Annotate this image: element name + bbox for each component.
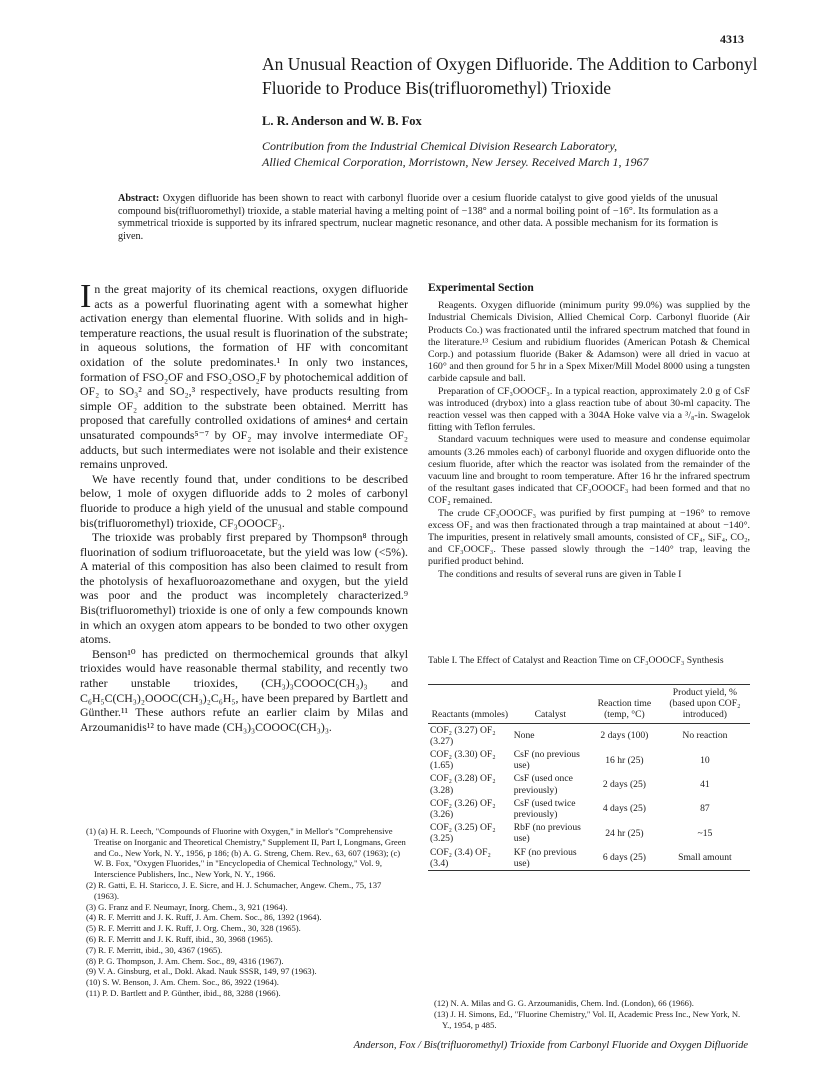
cell-yield: 41 [700,779,710,791]
experimental-paragraph-5: The conditions and results of several runs are given in Table I [438,568,682,580]
running-footer: Anderson, Fox / Bis(trifluoromethyl) Trioxide from Carbonyl Fluoride and Oxygen Difluoride [353,1040,748,1051]
footnote: (8) P. G. Thompson, J. Am. Chem. Soc., 89, 4316 (1967). [86,955,284,966]
introduction-column [80,278,408,734]
experimental-paragraph-1: Reagents. Oxygen difluoride (minimum purity 99.0%) was supplied by the Industrial Chemicals Division, Allied Chemical Corp. Carbonyl fluoride (Air Products Co.) was fractionated until the infrared spectrum matched that found in the literature.¹³ Cesium and rubidium fluorides (American Potash & Chemical Corp.) and potassium fluoride (Baker & Adamson) were all dried in vacuo at 160° and then ground for 5 hr in a Spex Mixer/Mill Model 8000 using a tungsten carbide capsule and ball. [428,300,750,385]
authors: L. R. Anderson and W. B. Fox [262,114,422,128]
affiliation [262,138,782,170]
experimental-paragraph-4: The crude CF₃OOOCF₃ was purified by first pumping at −196° to remove excess OF₂ and was then fractionated through a trap maintained at about −140°. The impurities, present in relatively small amounts, consisted of CF₄, SiF₄, CO₂, and CF₃OOCF₃. These passed slowly through the −140° trap, leaving the purified product behind. [428,507,750,568]
cell-yield: No reaction [682,730,728,742]
footnote: (12) N. A. Milas and G. G. Arzoumanidis, Chem. Ind. (London), 66 (1966). [434,998,694,1008]
footnote: (1) (a) H. R. Leech, "Compounds of Fluorine with Oxygen," in Mellor's "Comprehensive Treatise on Inorganic and Theoretical Chemistry," Supplement II, Part I, Longmans, Green and Co., New York, N. Y., 1956, p 186; (b) A. G. Streng, Chem. Rev., 63, 607 (1963); (c) W. B. Fox, "Oxygen Fluorides," in "Encyclopedia of Chemical Technology," Vol. 9, Interscience Publishers, Inc., New York, N. Y., 1966. [86,826,406,880]
page-number: 4313 [720,32,744,46]
abstract [118,193,718,243]
article-title: An Unusual Reaction of Oxygen Difluoride. The Addition to Carbonyl Fluoride to Produce Bis(trifluoromethyl) Trioxide [262,54,758,98]
cell-yield: Small amount [660,846,750,871]
cell-time: 6 days (25) [589,846,660,871]
drop-cap: I [80,278,92,315]
footnote: (10) S. W. Benson, J. Am. Chem. Soc., 86, 3922 (1964). [86,977,279,988]
abstract-text: Oxygen difluoride has been shown to react with carbonyl fluoride over a cesium fluoride catalyst to give good yields of the unusual compound bis(trifluoromethyl) trioxide, a stable material having a melting point of −138° and a normal boiling point of −16°. Its formulation as a symmetrical trioxide is supported by its infrared spectrum, nuclear magnetic resonance, and other data. A possible mechanism for its formation is given. [118,193,718,242]
table-caption: Table I. The Effect of Catalyst and Reaction Time on CF₃OOOCF₃ Synthesis [428,655,724,666]
cell-yield: ~15 [697,827,713,839]
table-header-reactants: Reactants (mmoles) [428,685,512,724]
table-row [428,821,750,845]
intro-paragraph [80,278,408,472]
table-row [428,748,750,772]
cell-yield: 10 [700,754,710,766]
footnote: (5) R. F. Merritt and J. K. Ruff, J. Org. Chem., 30, 328 (1965). [86,923,301,934]
cell-time: 24 hr (25) [605,827,644,839]
footnotes-left [80,826,408,999]
table-row [428,772,750,796]
cell-time: 4 days (25) [602,803,646,815]
cell-reactants: COF₂ (3.30) OF₂ (1.65) [430,749,496,772]
table-header-catalyst: Catalyst [512,685,589,724]
cell-time: 2 days (25) [602,779,646,791]
footnote: (13) J. H. Simons, Ed., "Fluorine Chemistry," Vol. II, Academic Press Inc., New York, N. Y., 1954, p 485. [434,1008,741,1030]
cell-reactants: COF₂ (3.27) OF₂ (3.27) [430,724,496,747]
footnote: (11) P. D. Bartlett and P. Günther, ibid., 88, 3288 (1966). [86,987,281,998]
footnote: (4) R. F. Merritt and J. K. Ruff, J. Am. Chem. Soc., 86, 1392 (1964). [86,912,322,923]
cell-reactants: COF₂ (3.25) OF₂ (3.25) [430,822,496,845]
cell-yield: 87 [700,803,710,815]
cell-reactants: COF₂ (3.4) OF₂ (3.4) [428,846,512,871]
table-row [428,846,750,871]
section-heading: Experimental Section [428,282,534,294]
intro-paragraph-1: n the great majority of its chemical reactions, oxygen difluoride acts as a powerful fluorinating agent with a somewhat higher activation energy than elemental fluorine. With solids and in high-temperature reactions, the usual result is fluorination of the substrate; in aqueous solutions, the formation of HF with concomitant oxidation of the solute predominates.¹ In only two instances, formation of FSO₂OF and FSO₂OSO₂F by photochemical addition of OF₂ to SO₃² and SO₂,³ respectively, have products resulting from simple OF₂ addition to the substrate been obtained. Merritt has proposed that carefully controlled oxidations of amines⁴ and certain unsaturated compounds⁵⁻⁷ by OF₂ may involve intermediate OF₂ adducts, but such intermediates were not isolable and their existence remains unproved. [80,282,408,472]
cell-catalyst: KF (no previous use) [512,846,589,871]
footnotes-right [428,998,750,1030]
footnote: (7) R. F. Merritt, ibid., 30, 4367 (1965). [86,944,223,955]
experimental-column [428,282,750,581]
results-table [428,684,750,871]
affiliation-line-2: Allied Chemical Corporation, Morristown, New Jersey. Received March 1, 1967 [262,155,649,169]
experimental-paragraph-2: Preparation of CF₃OOOCF₃. In a typical reaction, approximately 2.0 g of CsF was introduced (drybox) into a glass reaction tube of about 30-ml capacity. The reaction vessel was then capped with a 304A Hoke valve via a ³/₈-in. Swagelok fitting with Teflon ferrules. [428,385,750,434]
intro-paragraph-3: The trioxide was probably first prepared by Thompson⁸ through fluorination of sodium trifluoroacetate, but the yield was low (<5%). A material of this composition has also been claimed to result from the photolysis of hexafluoroazomethane and oxygen, but the yield was poor and the product was incompletely characterized.⁹ Bis(trifluoromethyl) trioxide is one of only a few compounds known in which an oxygen atom appears to be bonded to two other oxygen atoms. [80,530,408,647]
table-row [428,723,750,748]
cell-catalyst: None [513,730,535,742]
cell-time: 2 days (100) [600,730,649,742]
cell-catalyst: RbF (no previous use) [513,822,581,845]
cell-reactants: COF₂ (3.26) OF₂ (3.26) [430,797,496,821]
affiliation-line-1: Contribution from the Industrial Chemical Division Research Laboratory, [262,139,618,153]
experimental-paragraph-3: Standard vacuum techniques were used to measure and condense equimolar amounts (3.26 mmoles each) of carbonyl fluoride and oxygen difluoride onto the cesium fluoride, after which the reactor was isolated from the remainder of the vacuum line and brought to room temperature. After 16 hr the infrared spectrum of the resultant gases indicated that CF₃OOOCF₃ had been formed and that no COF₂ remained. [428,434,750,507]
cell-time: 16 hr (25) [605,754,644,766]
cell-catalyst: CsF (used twice previously) [513,797,576,821]
cell-catalyst: CsF (used once previously) [513,773,573,796]
table-row [428,797,750,821]
cell-catalyst: CsF (no previous use) [513,749,580,772]
cell-reactants: COF₂ (3.28) OF₂ (3.28) [430,773,496,796]
table-header-time: Reaction time (temp, °C) [589,685,660,724]
abstract-label: Abstract: [118,193,160,204]
footnote: (2) R. Gatti, E. H. Staricco, J. E. Sicre, and H. J. Schumacher, Angew. Chem., 75, 137 (1963). [86,879,382,901]
intro-paragraph-4: Benson¹⁰ has predicted on thermochemical grounds that alkyl trioxides would have reasonable thermal stability, and recently two rather unstable trioxides, (CH₃)₃COOOC(CH₃)₃ and C₆H₅C(CH₃)₂OOOC(CH₃)₂C₆H₅, have been prepared by Bartlett and Günther.¹¹ These authors refute an earlier claim by Milas and Arzoumanidis¹² to have made (CH₃)₃COOOC(CH₃)₃. [80,646,408,734]
footnote: (3) G. Franz and F. Neumayr, Inorg. Chem., 3, 921 (1964). [86,901,288,912]
table-header-yield: Product yield, % (based upon COF₂ introduced) [660,685,750,724]
footnote: (9) V. A. Ginsburg, et al., Dokl. Akad. Nauk SSSR, 149, 97 (1963). [86,966,317,977]
footnote: (6) R. F. Merritt and J. K. Ruff, ibid., 30, 3968 (1965). [86,933,273,944]
intro-paragraph-2: We have recently found that, under conditions to be described below, 1 mole of oxygen difluoride adds to 2 moles of carbonyl fluoride to produce a high yield of the unusual and stable compound bis(trifluoromethyl) trioxide, CF₃OOOCF₃. [80,471,408,530]
